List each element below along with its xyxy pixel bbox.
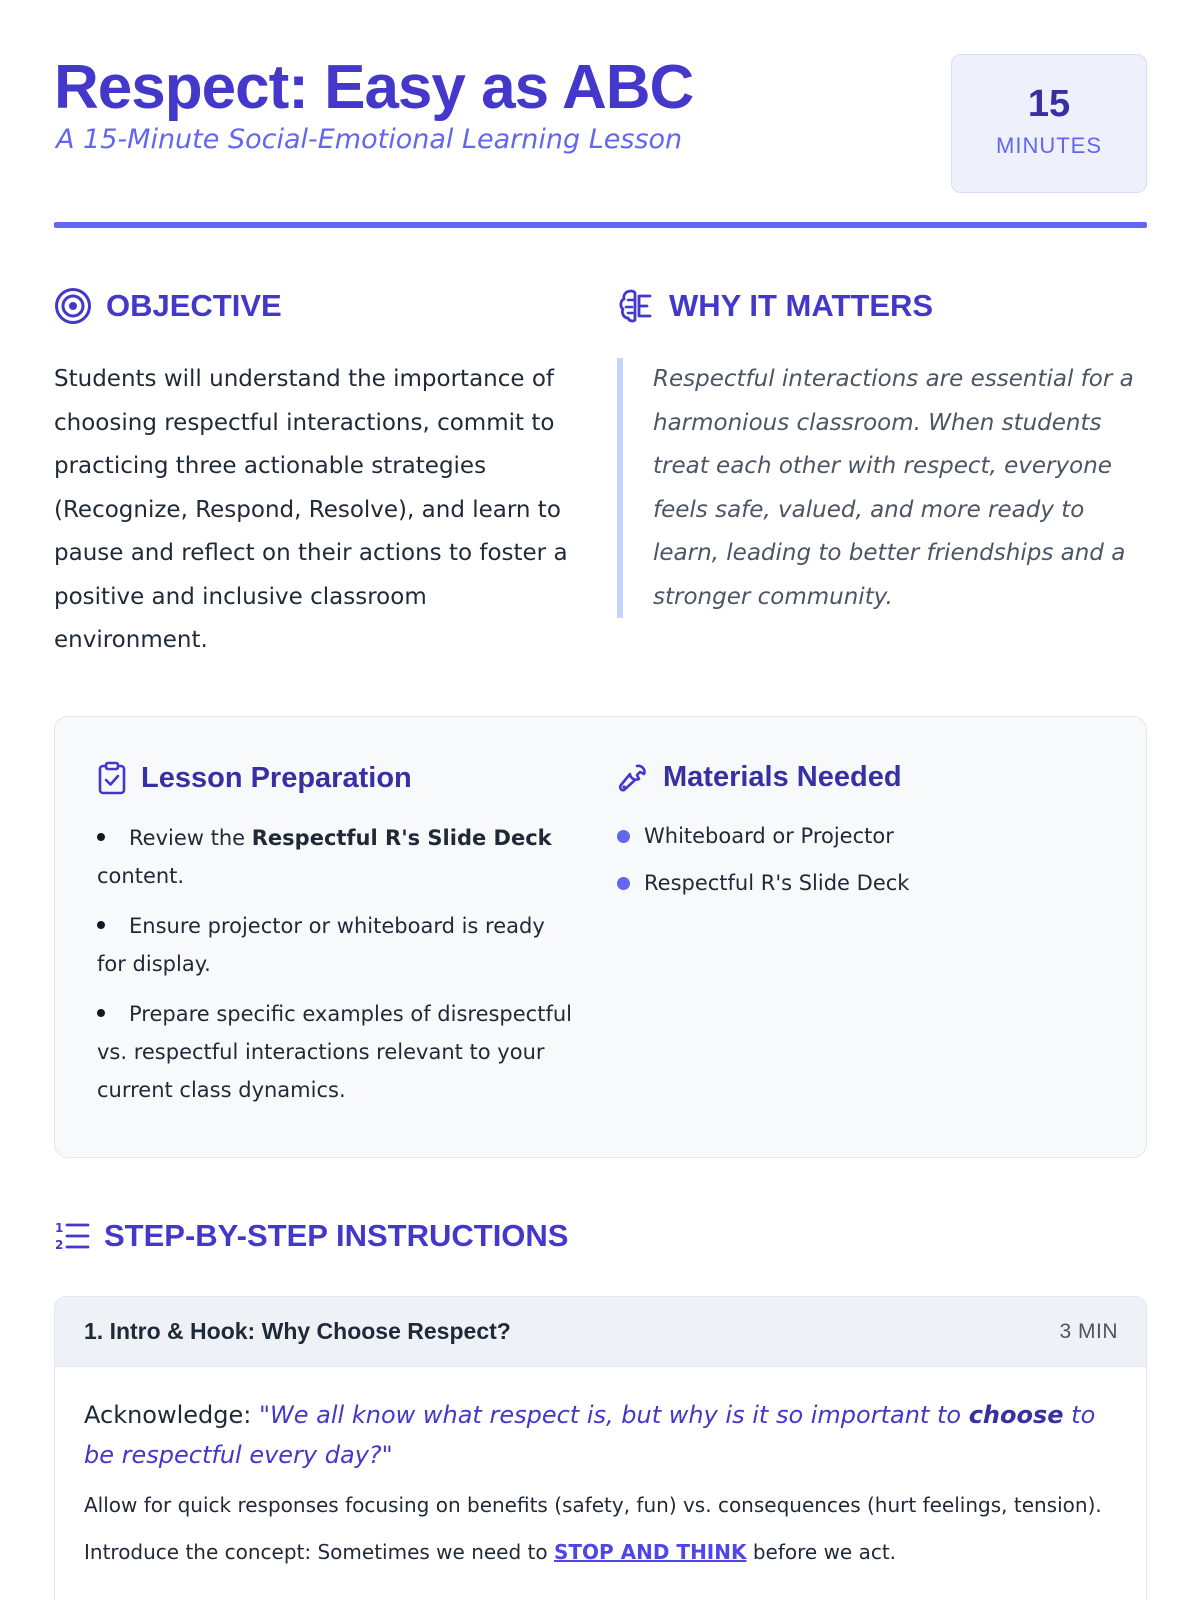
brain-icon — [617, 287, 655, 325]
numbered-list-icon — [54, 1219, 90, 1253]
objective-heading-label: OBJECTIVE — [106, 288, 282, 323]
page-subtitle: A 15-Minute Social-Emotional Learning Lesson — [56, 124, 683, 155]
preparation-card — [54, 716, 1147, 1158]
acknowledge-quote: "We all know what respect is, but why is it so important to choose to be respectful every day?" — [84, 1401, 1096, 1469]
svg-text:1: 1 — [55, 1221, 64, 1235]
step-card[interactable] — [54, 1296, 1147, 1600]
lesson-header — [54, 52, 1147, 192]
svg-text:2: 2 — [55, 1238, 64, 1252]
materials-heading-label: Materials Needed — [663, 761, 902, 793]
preparation-item: Prepare specific examples of disrespectful vs. respectful interactions relevant to your current class dynamics. — [97, 1002, 572, 1102]
objective-text: Students will understand the importance of choosing respectful interactions, commit to practicing three actionable strategies (Recognize, Respond, Resolve), and learn to pause and reflect on their actions to foster a positive and inclusive classroom environment. — [54, 366, 568, 653]
materials-heading — [617, 761, 902, 794]
preparation-heading — [97, 761, 412, 795]
stop-and-think-highlight: STOP AND THINK — [553, 1540, 747, 1564]
acknowledge-text: Acknowledge: "We all know what respect is, but why is it so important to choose to be respectful every day?" — [84, 1401, 1096, 1469]
wrench-icon — [617, 762, 649, 794]
materials-item: Respectful R's Slide Deck — [617, 868, 909, 898]
bullet-icon — [97, 1009, 105, 1017]
preparation-list — [97, 819, 577, 1121]
steps-heading-label: STEP-BY-STEP INSTRUCTIONS — [104, 1218, 569, 1253]
steps-heading — [54, 1218, 569, 1254]
step-header[interactable] — [55, 1297, 1146, 1367]
why-quote — [617, 358, 1147, 618]
step-title: 1. Intro & Hook: Why Choose Respect? — [84, 1318, 511, 1344]
objective-heading — [54, 287, 282, 325]
allow-text: Allow for quick responses focusing on benefits (safety, fun) vs. consequences (hurt feelings, tension). — [84, 1493, 1102, 1517]
header-divider — [54, 222, 1147, 228]
intro-text: Introduce the concept: Sometimes we need to STOP AND THINK before we act. — [84, 1540, 897, 1564]
preparation-item: Ensure projector or whiteboard is ready for display. — [97, 914, 545, 976]
materials-item: Whiteboard or Projector — [617, 821, 909, 851]
bullet-icon — [97, 833, 105, 841]
bullet-icon — [617, 830, 630, 843]
why-heading — [617, 287, 933, 325]
bullet-icon — [617, 877, 630, 890]
duration-unit: MINUTES — [996, 133, 1102, 158]
target-icon — [54, 287, 92, 325]
bullet-icon — [97, 921, 105, 929]
lesson-page — [54, 0, 1147, 1600]
clipboard-check-icon — [97, 761, 127, 795]
duration-value: 15 — [1027, 83, 1071, 125]
why-text: Respectful interactions are essential for a harmonious classroom. When students treat each other with respect, everyone feels safe, valued, and more ready to learn, leading to better friendships and a stronger community. — [653, 366, 1134, 610]
step-duration: 3 MIN — [1059, 1319, 1118, 1343]
preparation-item: Review the Respectful R's Slide Deck content. — [97, 826, 552, 888]
duration-badge — [951, 54, 1147, 193]
materials-list — [617, 821, 909, 915]
why-heading-label: WHY IT MATTERS — [669, 288, 934, 323]
page-title: Respect: Easy as ABC — [54, 53, 694, 122]
preparation-heading-label: Lesson Preparation — [141, 761, 412, 794]
step-body — [55, 1367, 1146, 1569]
